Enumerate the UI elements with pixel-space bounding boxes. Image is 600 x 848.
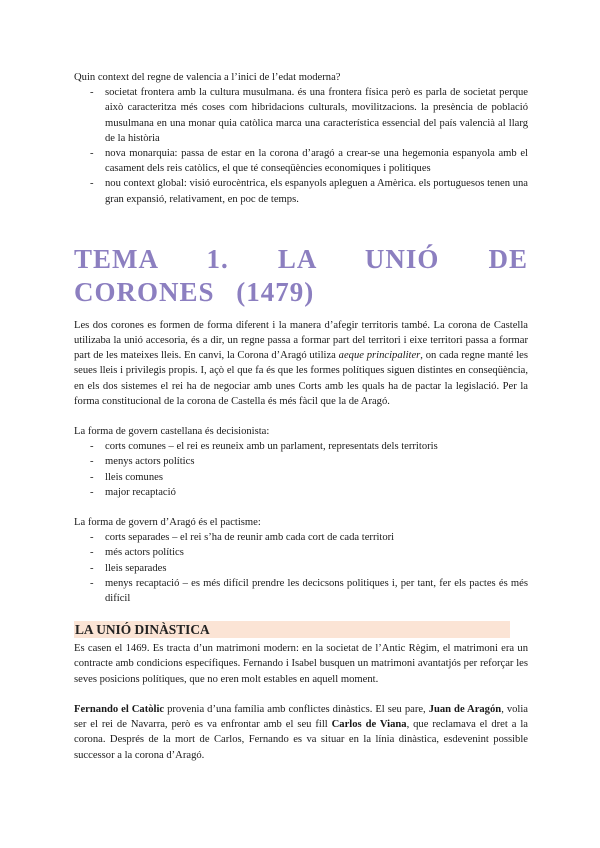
list-item: - nou context global: visió eurocèntrica, els espanyols apleguen a Amèrica. els portuguesos tenen una gran expansió, relativament, en poc de temps. bbox=[74, 176, 528, 206]
arago-block bbox=[74, 515, 528, 606]
person-name: Fernando el Catòlic bbox=[74, 703, 165, 715]
list-item: - nova monarquia: passa de estar en la corona d’aragó a crear-se una hegemonia espanyola amb el casament dels reis catòlics, el que té conseqüències economiques i politiques bbox=[74, 146, 528, 176]
list-item: - corts comunes – el rei es reuneix amb un parlament, representats dels territoris bbox=[74, 439, 528, 454]
paragraph-text: , que reclamava el dret a la corona. Després de la mort de Carlos, Fernando es va situar en la línia dinàstica, esdevenint possible successor a la corona d’Aragó. bbox=[74, 719, 528, 761]
list-item: - societat frontera amb la cultura musulmana. és una frontera física però es parla de societat perque això caracteritza més coses com hibridacions culturals, movilitzacions. la presència de població musulmana en una monar quia catòlica marca una característica essencial del país valencià al llarg de la història bbox=[74, 85, 528, 146]
tema-title: TEMA 1. LA UNIÓ DE CORONES (1479) bbox=[74, 243, 528, 307]
arago-list bbox=[74, 530, 528, 606]
list-item: - menys recaptació – es més difícil prendre les decicsons politiques i, per tant, fer els pactes és més difícil bbox=[74, 576, 528, 606]
castella-intro: La forma de govern castellana és decisionista: bbox=[74, 426, 270, 438]
list-item: - més actors polítics bbox=[74, 545, 528, 560]
unio-paragraph-2 bbox=[74, 702, 528, 763]
list-item: - major recaptació bbox=[74, 485, 528, 500]
paragraph-text: provenia d’una família amb conflictes dinàstics. El seu pare, bbox=[164, 703, 429, 715]
list-item: - lleis comunes bbox=[74, 470, 528, 485]
castella-list bbox=[74, 439, 528, 500]
paragraph-text: Les dos corones es formen de forma diferent i la manera d’afegir territoris també. La corona de Castella utilizaba la unió accesoria, és a dir, un regne passa a formar part del territori i eixe territori passa a formar part de les mateixes lleis. En canvi, la Corona d’Aragó utiliza bbox=[74, 319, 528, 362]
document-page bbox=[74, 70, 528, 778]
person-name: Juan de Aragón bbox=[428, 703, 502, 715]
intro-list bbox=[74, 85, 528, 207]
latin-term: aeque principaliter bbox=[338, 350, 421, 362]
unio-heading: LA UNIÓ DINÀSTICA bbox=[74, 621, 510, 638]
intro-section bbox=[74, 70, 528, 207]
arago-intro: La forma de govern d’Aragó és el pactisme: bbox=[74, 517, 261, 529]
paragraph-text: , on cada regne manté les seues lleis i privilegis propis. I, açò el que fa és que les formes polítiques siguen distintes en conseqüència, en els dos sistemes el rei ha de negociar amb unes Corts amb les quals ha de pactar la legislació. Per la forma constitucional de la corona de Castella és més fàcil que la de Aragó. bbox=[74, 350, 528, 407]
person-name: Carlos de Viana bbox=[331, 719, 407, 731]
list-item: - corts separades – el rei s’ha de reunir amb cada cort de cada territori bbox=[74, 530, 528, 545]
intro-question: Quin context del regne de valencia a l’inici de l’edat moderna? bbox=[74, 72, 341, 83]
castella-block bbox=[74, 424, 528, 500]
corones-paragraph bbox=[74, 318, 528, 409]
unio-paragraph-1: Es casen el 1469. Es tracta d’un matrimoni modern: en la societat de l’Antic Règim, el matrimoni era un contracte amb condicions específiques. Fernando i Isabel busquen un matrimoni avantatjós per reforçar les seves posicions polítiques, que no eren molt estables en aquell moment. bbox=[74, 643, 528, 685]
list-item: - lleis separades bbox=[74, 561, 528, 576]
list-item: - menys actors polítics bbox=[74, 454, 528, 469]
paragraph-text: , volia ser el rei de Navarra, però es va enfrontar amb el seu fill bbox=[74, 703, 529, 731]
